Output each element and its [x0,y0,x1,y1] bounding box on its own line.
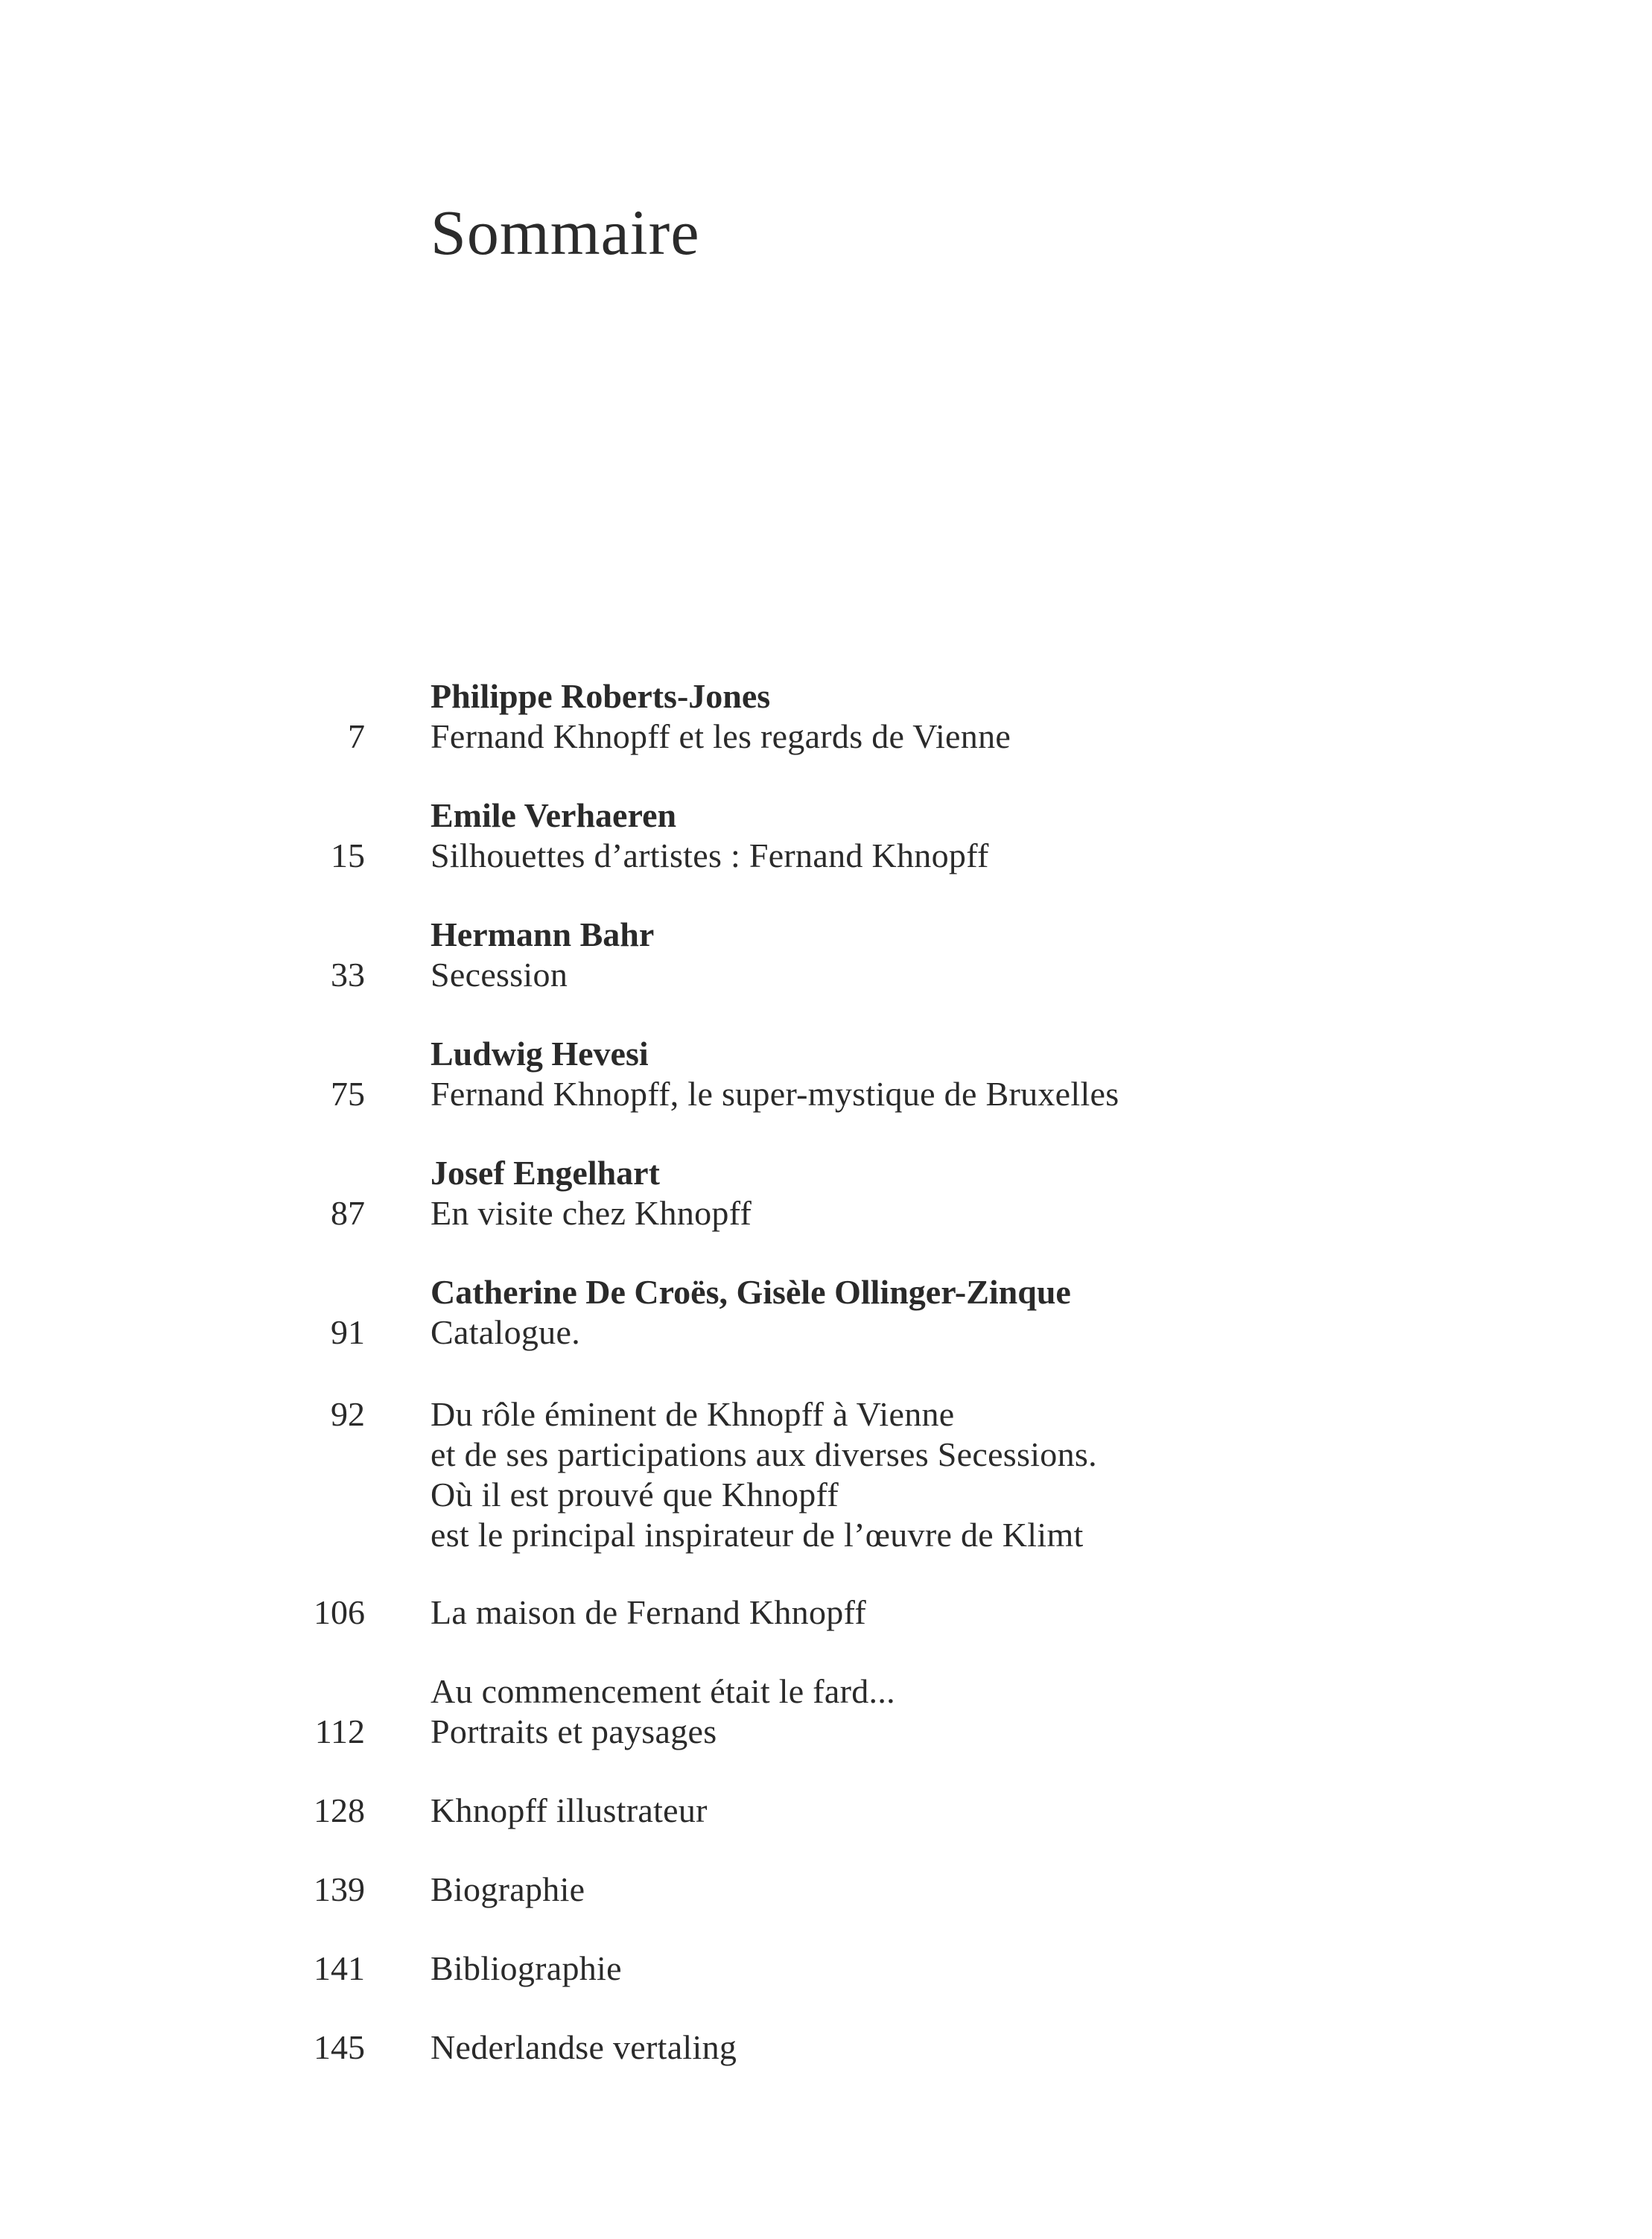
toc-page-number: 33 [331,956,365,994]
toc-page-number: 75 [331,1075,365,1113]
toc-title[interactable]: Khnopff illustrateur [431,1791,708,1829]
toc-title[interactable]: Fernand Khnopff et les regards de Vienne [431,717,1011,755]
toc-page-number: 7 [348,717,365,755]
toc-title[interactable]: Catalogue. [431,1313,580,1351]
toc-author: Philippe Roberts-Jones [431,677,771,715]
toc-author: Josef Engelhart [431,1154,660,1192]
toc-title[interactable]: Fernand Khnopff, le super-mystique de Bruxelles [431,1075,1119,1113]
toc-title[interactable]: La maison de Fernand Khnopff [431,1593,866,1631]
toc-title[interactable]: Portraits et paysages [431,1712,717,1750]
toc-author: Catherine De Croës, Gisèle Ollinger-Zinque [431,1273,1071,1311]
page-title: Sommaire [431,197,700,268]
toc-title-line: est le principal inspirateur de l’œuvre de Klimt [431,1516,1084,1554]
toc-author: Hermann Bahr [431,915,655,953]
toc-page-number: 139 [314,1870,365,1908]
toc-intro: Au commencement était le fard... [431,1672,895,1710]
toc-page-number: 15 [331,836,365,874]
toc-author: Emile Verhaeren [431,796,677,834]
toc-page-number: 145 [314,2028,365,2066]
toc-title[interactable] [431,1394,1097,1555]
toc-title-line: Où il est prouvé que Khnopff [431,1476,839,1514]
toc-page-number: 106 [314,1593,365,1631]
toc-title[interactable]: Bibliographie [431,1949,622,1987]
toc-page-number: 141 [314,1949,365,1987]
toc-page-number: 91 [331,1313,365,1351]
toc-title[interactable]: En visite chez Khnopff [431,1194,752,1232]
toc-page-number: 87 [331,1194,365,1232]
toc-page-number: 112 [314,1712,365,1750]
toc-page-number: 128 [314,1791,365,1829]
toc-author: Ludwig Hevesi [431,1035,649,1073]
toc-title-line: Du rôle éminent de Khnopff à Vienne [431,1395,955,1433]
toc-page-number: 92 [331,1395,365,1433]
toc-title[interactable]: Nederlandse vertaling [431,2028,737,2066]
toc-title-line: et de ses participations aux diverses Secessions. [431,1435,1097,1473]
toc-title[interactable]: Silhouettes d’artistes : Fernand Khnopff [431,836,989,874]
toc-title[interactable]: Secession [431,956,568,994]
toc-title[interactable]: Biographie [431,1870,585,1908]
